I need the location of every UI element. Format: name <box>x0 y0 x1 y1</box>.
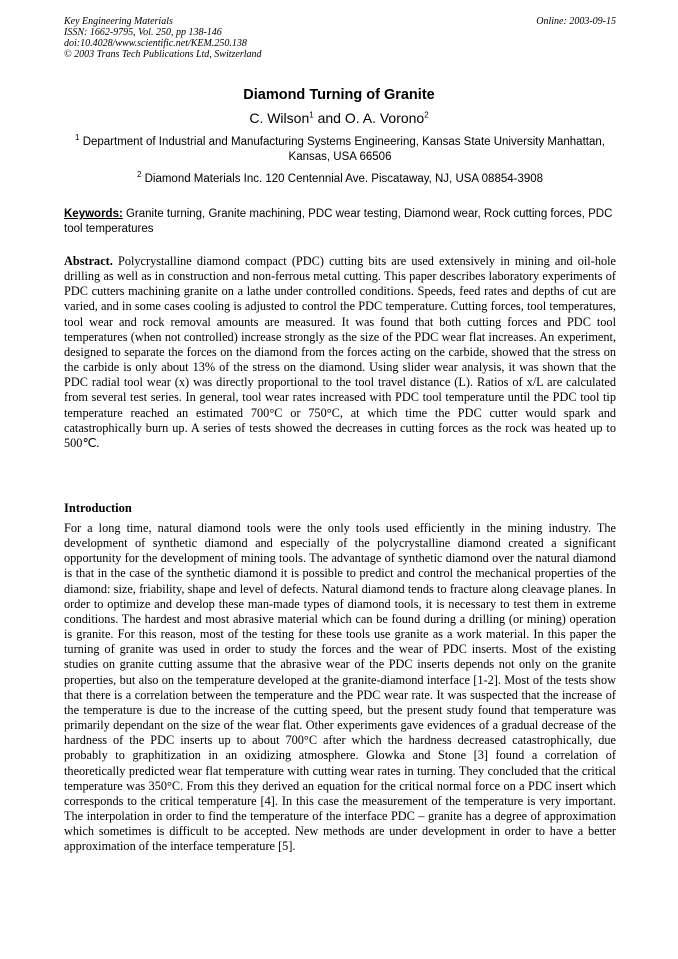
introduction-paragraph: For a long time, natural diamond tools were the only tools used efficiently in the mining industry. The development of synthetic diamond and especially of the polycrystalline diamond created a significant opportunity for the development of mining tools. The advantage of synthetic diamond over the natural diamond is that in the case of the synthetic diamond it is possible to predict and control the mechanical properties of the diamond: size, friability, shape and level of defects. Natural diamond tends to fracture along cleavage planes. In order to optimize and develop these man-made types of diamond tools, it is necessary to test them in extreme conditions. The hardest and most abrasive material which can be found during a drilling (or mining) operation is granite. For this reason, most of the testing for these tools use granite as a work material. In this paper the turning of granite was used in order to study the forces and the wear of PDC inserts. Most of the existing studies on granite cutting assume that the abrasive wear of the PDC inserts depends not only on the granite properties, but also on the temperature developed at the granite-diamond interface [1-2]. Most of the tests show that there is a correlation between the temperature and the PDC wear rate. It was suspected that the increase of the temperature is due to the increase of the cutting speed, but the present study found that temperature was primarily dependant on the size of the wear flat. Other experiments gave evidences of a gradual decrease of the hardness of the PDC inserts up to about 700°C after which the hardness decreased catastrophically, due probably to graphitization in an oxidizing atmosphere. Glowka and Stone [3] found a correlation of theoretically predicted wear flat temperature with cutting wear rates in turning. They concluded that the critical temperature was 350°C. From this they derived an equation for the critical normal force on a PDC insert which corresponds to the critical temperature [4]. In this case the measurement of the temperature is very important. The interpolation in order to find the temperature of the interface PDC – granite has a degree of approximation which sometimes is difficult to be accepted. New methods are under development in order to have a better approximation of the interface temperature [5]. <box>64 521 616 854</box>
abstract-label: Abstract. <box>64 254 113 268</box>
affiliation-1-mark: 1 <box>75 133 80 143</box>
abstract-paragraph <box>64 254 616 451</box>
journal-info <box>64 16 616 60</box>
issn-line: ISSN: 1662-9795, Vol. 250, pp 138-146 <box>64 27 222 38</box>
online-date: Online: 2003-09-15 <box>536 16 616 27</box>
keywords-text: Granite turning, Granite machining, PDC wear testing, Diamond wear, Rock cutting forces, PDC tool temperatures <box>64 208 613 235</box>
affiliation-2-mark: 2 <box>136 170 142 180</box>
affiliation-2 <box>64 172 616 187</box>
affiliation-1 <box>64 135 616 165</box>
paper-title: Diamond Turning of Granite <box>243 87 435 103</box>
author-2: O. A. Vorono <box>344 110 425 126</box>
doi-line: doi:10.4028/www.scientific.net/KEM.250.138 <box>64 38 247 49</box>
affiliation-2-text: Diamond Materials Inc. 120 Centennial Ave. Piscataway, NJ, USA 08854-3908 <box>141 173 544 185</box>
affiliation-1-text: Department of Industrial and Manufacturing Systems Engineering, Kansas State University Manhattan, Kansas, USA 66506 <box>79 136 605 163</box>
introduction-heading: Introduction <box>64 501 132 515</box>
abstract-text: Polycrystalline diamond compact (PDC) cutting bits are used extensively in mining and oil-hole drilling as well as in construction and non-ferrous metal cutting. This paper describes laboratory experiments of PDC cutters machining granite on a lathe under controlled conditions. Speeds, feed rates and depths of cut are varied, and in some cases cooling is adjusted to control the PDC temperature. Cutting forces, tool temperatures, tool wear and rock removal amounts are measured. It was found that both cutting forces and PDC tool temperatures (when not controlled) increase strongly as the size of the PDC wear flat increases. An experiment, designed to separate the forces on the diamond from the forces acting on the carbide, showed that the stress on the carbide is only about 13% of the stress on the diamond. Using slider wear analysis, it was shown that the PDC radial tool wear (x) was directly proportional to the tool travel distance (L). Ratios of x/L are calculated from several test series. In general, tool wear rates increased with PDC tool temperature until the PDC tool tip temperature reached an estimated 700°C or 750°C, at which time the PDC cutter would spark and catastrophically burn up. A series of tests showed the decreases in cutting forces as the rock was heated up to 500℃. <box>64 254 616 450</box>
journal-name: Key Engineering Materials <box>64 16 173 27</box>
author-line <box>0 110 678 126</box>
copyright-line: © 2003 Trans Tech Publications Ltd, Switzerland <box>64 49 262 60</box>
author-2-affiliation-mark: 2 <box>424 110 429 120</box>
keywords-label: Keywords: <box>64 208 123 220</box>
author-join: and <box>313 110 345 126</box>
author-1: C. Wilson <box>249 110 310 126</box>
journal-header <box>64 16 616 60</box>
keywords-section <box>64 207 616 237</box>
author-1-affiliation-mark: 1 <box>309 110 314 120</box>
